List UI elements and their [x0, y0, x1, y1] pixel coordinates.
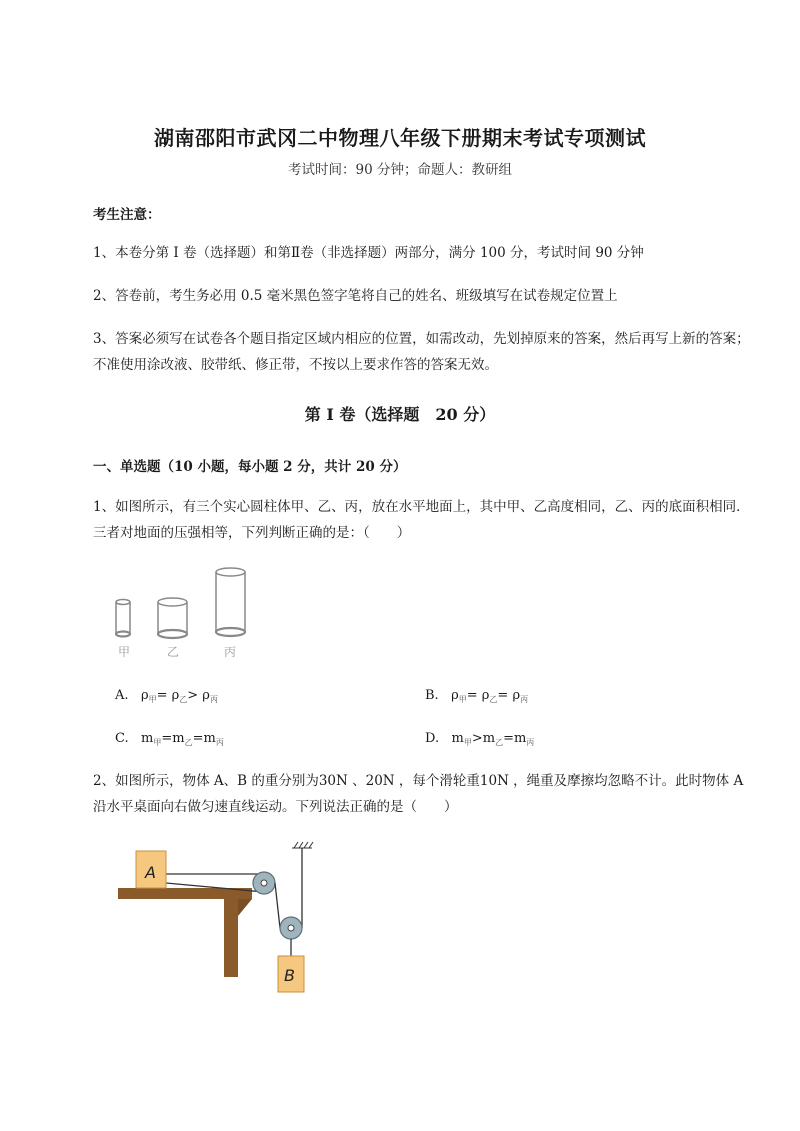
exam-info: 考试时间：90 分钟；命题人：教研组 [288, 162, 512, 178]
notice-heading: 考生注意： [93, 207, 161, 223]
option-a[interactable]: A. $\rho_甲= \rho_乙> \rho_丙$ [115, 688, 218, 704]
table-leg [224, 899, 238, 977]
option-d[interactable]: D. $m_甲>m_乙=m_丙$ [425, 731, 535, 747]
cylinders-figure [105, 562, 255, 662]
notice-item-2: 2、答卷前，考生务必用 0.5 毫米黑色签字笔将自己的姓名、班级填写在试卷规定位置上 [93, 288, 618, 304]
label-bing: 丙 [224, 645, 237, 659]
notice-item-1: 1、本卷分第 I 卷（选择题）和第Ⅱ卷（非选择题）两部分，满分 100 分，考试时间 90 分钟 [93, 245, 644, 261]
block-a-label: A [145, 863, 156, 882]
question-2-stem: 2、如图所示，物体 A、B 的重分别为30N 、20N ，每个滑轮重10N ，绳重及摩擦均忽略不计。此时物体 A 沿水平桌面向右做匀速直线运动。下列说法正确的是（ ） [93, 773, 744, 815]
section-title: 第 I 卷（选择题 20 分） [304, 405, 496, 424]
section-subtitle: 一、单选题（10 小题，每小题 2 分，共计 20 分） [93, 459, 407, 475]
notice-item-3: 3、答案必须写在试卷各个题目指定区域内相应的位置，如需改动，先划掉原来的答案，然后再写上新的答案；不准使用涂改液、胶带纸、修正带，不按以上要求作答的答案无效。 [93, 331, 750, 373]
pulley-figure [112, 838, 332, 1000]
option-c[interactable]: C. $m_甲=m_乙=m_丙$ [115, 731, 224, 747]
label-jia: 甲 [118, 645, 131, 659]
table-brace [238, 899, 252, 916]
label-yi: 乙 [167, 645, 180, 659]
option-b[interactable]: B. $\rho_甲= \rho_乙= \rho_丙$ [425, 688, 529, 704]
question-1-stem: 1、如图所示，有三个实心圆柱体甲、乙、丙，放在水平地面上，其中甲、乙高度相同，乙、丙的底面积相同．三者对地面的压强相等，下列判断正确的是：（ ） [93, 499, 750, 541]
ceiling-support [292, 842, 313, 848]
block-b-label: B [284, 966, 295, 985]
page-title: 湖南邵阳市武冈二中物理八年级下册期末考试专项测试 [154, 126, 646, 150]
